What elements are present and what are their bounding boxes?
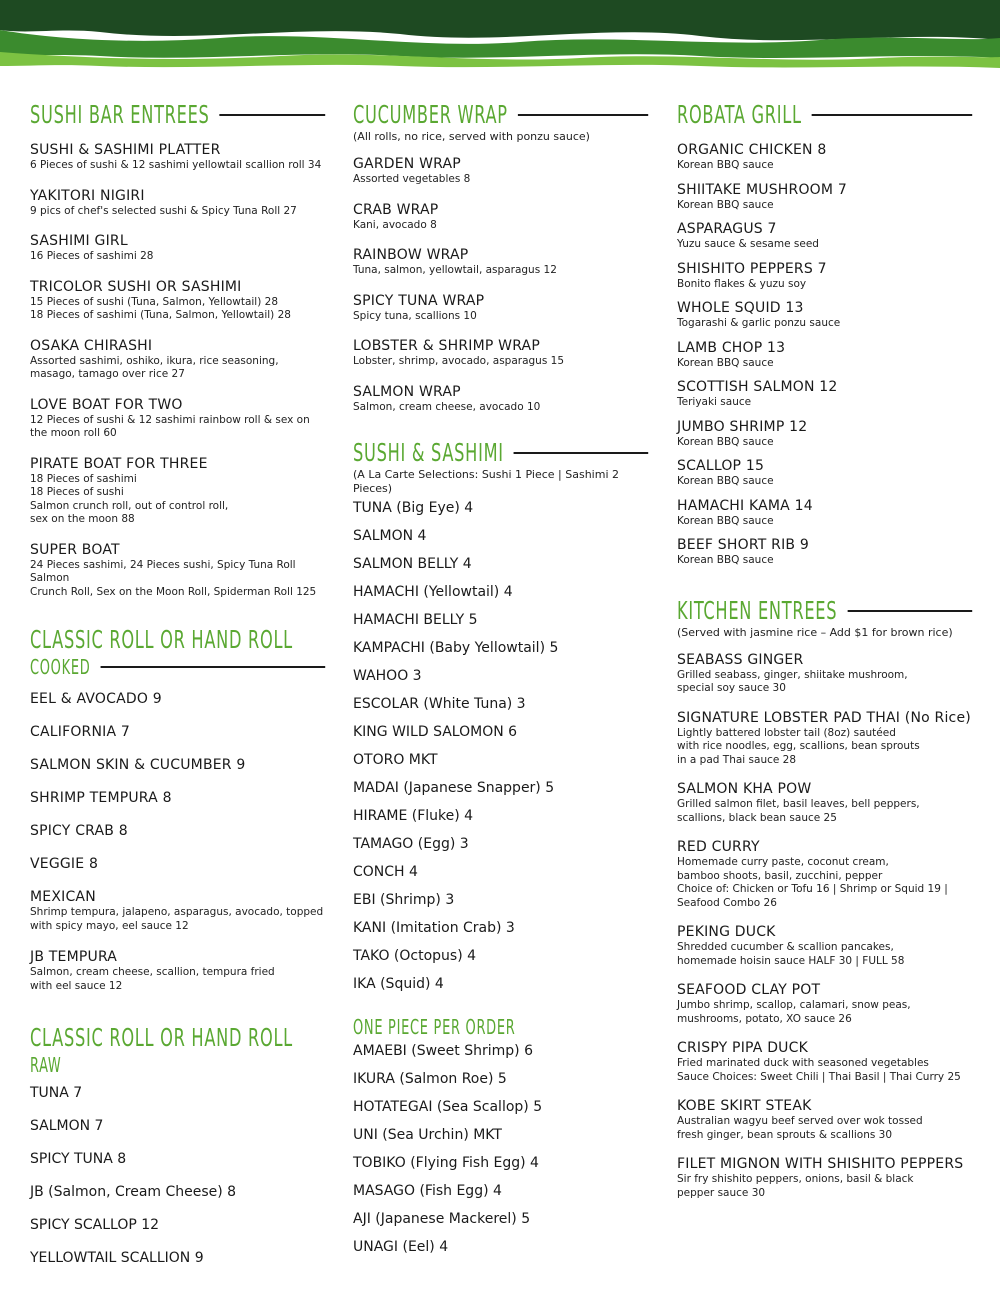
menu-item-description: Jumbo shrimp, scallop, calamari, snow peas, mushrooms, potato, XO sauce 26 — [677, 999, 911, 1025]
menu-item: HOTATEGAI (Sea Scallop) 5 — [353, 1099, 543, 1115]
menu-item: TUNA (Big Eye) 4 — [353, 500, 474, 516]
menu-item — [677, 182, 972, 213]
menu-item-name: WHOLE SQUID 13 — [677, 300, 804, 316]
menu-item: OTORO MKT — [353, 752, 438, 768]
menu-item: TAKO (Octopus) 4 — [353, 948, 477, 964]
section-classic-raw — [30, 1023, 325, 1267]
menu-item-name: PEKING DUCK — [677, 924, 776, 940]
menu-item — [677, 1156, 972, 1200]
menu-item — [677, 379, 972, 410]
section-note: (Served with jasmine rice – Add $1 for brown rice) — [677, 625, 953, 639]
menu-item-description: Korean BBQ sauce — [677, 554, 774, 566]
title-rule — [101, 666, 326, 668]
menu-item-description: 9 pics of chef's selected sushi & Spicy Tuna Roll 27 — [30, 204, 297, 217]
menu-item — [677, 1040, 972, 1084]
menu-item — [30, 188, 325, 219]
menu-item-description: Korean BBQ sauce — [677, 435, 774, 448]
menu-item — [353, 156, 648, 187]
menu-item: CONCH 4 — [353, 864, 418, 880]
menu-item-name: FILET MIGNON WITH SHISHITO PEPPERS — [677, 1156, 964, 1172]
menu-item — [30, 397, 325, 441]
menu-item-description: Kani, avocado 8 — [353, 218, 437, 231]
title-rule — [220, 114, 326, 116]
menu-item-name: EEL & AVOCADO 9 — [30, 691, 162, 707]
menu-item-description: Lightly battered lobster tail (8oz) sautéed with rice noodles, egg, scallions, bean sprouts in a pad Thai sauce 28 — [677, 726, 920, 766]
menu-item-description: 12 Pieces of sushi & 12 sashimi rainbow roll & sex on the moon roll 60 — [30, 413, 310, 439]
section-title: CUCUMBER WRAP — [353, 100, 648, 130]
menu-item-description: Assorted sashimi, oshiko, ikura, rice seasoning, masago, tamago over rice 27 — [30, 354, 279, 380]
menu-item-description: Tuna, salmon, yellowtail, asparagus 12 — [353, 264, 557, 276]
menu-item-description: Lobster, shrimp, avocado, asparagus 15 — [353, 355, 565, 367]
menu-item-name: GARDEN WRAP — [353, 156, 461, 172]
menu-item — [353, 293, 648, 324]
menu-item — [30, 142, 325, 173]
menu-item-name: SALMON WRAP — [353, 383, 461, 400]
menu-item: YELLOWTAIL SCALLION 9 — [30, 1250, 204, 1266]
menu-item — [30, 233, 325, 264]
menu-item-name: LOBSTER & SHRIMP WRAP — [353, 338, 540, 354]
menu-item — [677, 340, 972, 371]
section-subtitle: COOKED — [30, 655, 325, 679]
header-wave-banner — [0, 0, 1000, 72]
menu-item: IKURA (Salmon Roe) 5 — [353, 1071, 507, 1087]
menu-item-description: 15 Pieces of sushi (Tuna, Salmon, Yellowtail) 28 18 Pieces of sashimi (Tuna, Salmon, Yellowtail) 28 — [30, 295, 291, 321]
menu-item-description: Korean BBQ sauce — [677, 159, 774, 171]
menu-item-name: JUMBO SHRIMP 12 — [677, 418, 808, 435]
menu-item — [677, 839, 972, 910]
section-note: (A La Carte Selections: Sushi 1 Piece | Sashimi 2 Pieces) — [353, 468, 620, 495]
menu-item: WAHOO 3 — [353, 668, 422, 684]
section-kitchen-entrees — [677, 596, 972, 1201]
menu-item — [30, 691, 325, 708]
section-title: SUSHI BAR ENTREES — [30, 100, 325, 130]
menu-item-name: SPICY CRAB 8 — [30, 823, 128, 839]
menu-item-name: SUPER BOAT — [30, 541, 120, 558]
menu-item-name: SUSHI & SASHIMI PLATTER — [30, 142, 221, 158]
menu-item — [677, 537, 972, 568]
menu-item: SALMON BELLY 4 — [353, 556, 472, 572]
menu-item-name: PIRATE BOAT FOR THREE — [30, 455, 208, 472]
menu-item-name: RED CURRY — [677, 839, 760, 855]
menu-item: AJI (Japanese Mackerel) 5 — [353, 1211, 531, 1227]
menu-item: TOBIKO (Flying Fish Egg) 4 — [353, 1155, 539, 1171]
menu-item-name: SCALLOP 15 — [677, 458, 765, 474]
menu-item-name: SCOTTISH SALMON 12 — [677, 379, 838, 395]
menu-item-description: Korean BBQ sauce — [677, 514, 774, 527]
menu-item-description: Assorted vegetables 8 — [353, 173, 471, 185]
menu-item-description: Grilled seabass, ginger, shiitake mushroom, special soy sauce 30 — [677, 668, 908, 694]
menu-item-name: HAMACHI KAMA 14 — [677, 497, 813, 514]
menu-item: EBI (Shrimp) 3 — [353, 892, 455, 908]
menu-item: KAMPACHI (Baby Yellowtail) 5 — [353, 640, 559, 656]
menu-item-name: SHIITAKE MUSHROOM 7 — [677, 181, 847, 198]
menu-item-name: OSAKA CHIRASHI — [30, 337, 153, 354]
menu-item — [353, 202, 648, 233]
menu-item-name: SPICY TUNA WRAP — [353, 292, 485, 309]
menu-item — [30, 542, 325, 600]
menu-item-description: Bonito flakes & yuzu soy — [677, 277, 807, 290]
section-title: KITCHEN ENTREES — [677, 596, 972, 626]
section-title: ROBATA GRILL — [677, 100, 972, 130]
menu-item — [677, 924, 972, 968]
menu-item-name: SALMON KHA POW — [677, 781, 812, 797]
menu-item — [677, 498, 972, 529]
menu-item: MADAI (Japanese Snapper) 5 — [353, 780, 555, 796]
section-robata-grill — [677, 100, 972, 568]
menu-item — [30, 790, 325, 807]
title-rule — [518, 114, 648, 116]
column-right — [677, 100, 972, 1200]
menu-item-description: Shredded cucumber & scallion pancakes, homemade hoisin sauce HALF 30 | FULL 58 — [677, 941, 905, 967]
menu-item — [30, 279, 325, 323]
menu-item: TAMAGO (Egg) 3 — [353, 836, 469, 852]
column-middle — [353, 100, 648, 1256]
menu-item — [353, 247, 648, 278]
menu-item — [677, 781, 972, 825]
menu-item — [677, 300, 972, 331]
menu-item — [677, 652, 972, 696]
menu-item — [30, 823, 325, 840]
menu-item-name: SHISHITO PEPPERS 7 — [677, 260, 827, 277]
menu-item — [677, 982, 972, 1026]
menu-item-name: SHRIMP TEMPURA 8 — [30, 790, 172, 806]
menu-item-description: Salmon, cream cheese, avocado 10 — [353, 400, 541, 413]
menu-item — [677, 1098, 972, 1142]
menu-item-description: Homemade curry paste, coconut cream, bamboo shoots, basil, zucchini, pepper Choice of: Chicken or Tofu 16 | Shrimp or Squid 19 | Seafood Combo 26 — [677, 856, 948, 909]
menu-item — [677, 419, 972, 450]
menu-item — [30, 856, 325, 873]
menu-item — [677, 458, 972, 489]
menu-item: JB (Salmon, Cream Cheese) 8 — [30, 1184, 237, 1200]
menu-item — [30, 456, 325, 527]
menu-item-name: ASPARAGUS 7 — [677, 221, 777, 237]
menu-item: ESCOLAR (White Tuna) 3 — [353, 696, 526, 712]
menu-item-name: SEABASS GINGER — [677, 651, 804, 668]
menu-item-name: SIGNATURE LOBSTER PAD THAI (No Rice) — [677, 709, 971, 726]
menu-item-name: SASHIMI GIRL — [30, 233, 128, 249]
menu-item-description: 18 Pieces of sashimi 18 Pieces of sushi Salmon crunch roll, out of control roll, sex on the moon 88 — [30, 472, 229, 525]
menu-item-name: BEEF SHORT RIB 9 — [677, 537, 809, 553]
menu-item-description: Teriyaki sauce — [677, 396, 752, 408]
title-rule — [847, 610, 972, 612]
menu-item — [30, 757, 325, 774]
menu-item: SPICY SCALLOP 12 — [30, 1217, 160, 1233]
menu-item — [30, 724, 325, 741]
section-cucumber-wrap — [353, 100, 648, 414]
menu-item-name: YAKITORI NIGIRI — [30, 187, 145, 204]
menu-item-name: LOVE BOAT FOR TWO — [30, 396, 183, 413]
menu-item-description: 16 Pieces of sashimi 28 — [30, 250, 154, 262]
menu-item: TUNA 7 — [30, 1085, 83, 1101]
menu-item — [677, 710, 972, 768]
menu-item: HIRAME (Fluke) 4 — [353, 808, 474, 824]
menu-item: KING WILD SALOMON 6 — [353, 724, 518, 740]
column-left — [30, 100, 325, 1267]
menu-item: HAMACHI BELLY 5 — [353, 612, 478, 628]
section-classic-cooked — [30, 625, 325, 993]
menu-item — [677, 261, 972, 292]
menu-item-name: CALIFORNIA 7 — [30, 724, 131, 740]
menu-item-description: Fried marinated duck with seasoned vegetables Sauce Choices: Sweet Chili | Thai Basil | Thai Curry 25 — [677, 1057, 961, 1083]
menu-item-description: Yuzu sauce & sesame seed — [677, 238, 819, 250]
menu-item — [30, 338, 325, 382]
menu-item — [677, 142, 972, 173]
menu-item: IKA (Squid) 4 — [353, 976, 444, 992]
menu-item-description: Spicy tuna, scallions 10 — [353, 309, 477, 322]
menu-item — [30, 949, 325, 993]
menu-item — [353, 384, 648, 415]
section-title: SUSHI & SASHIMI — [353, 438, 648, 468]
menu-item: UNAGI (Eel) 4 — [353, 1239, 449, 1255]
menu-item-description: Korean BBQ sauce — [677, 198, 774, 211]
menu-item: SALMON 7 — [30, 1118, 104, 1134]
section-title: CLASSIC ROLL OR HAND ROLL — [30, 1023, 293, 1052]
menu-item-name: SEAFOOD CLAY POT — [677, 982, 821, 998]
menu-item — [677, 221, 972, 252]
menu-item-name: VEGGIE 8 — [30, 856, 99, 872]
menu-item-description: 24 Pieces sashimi, 24 Pieces sushi, Spicy Tuna Roll Salmon Crunch Roll, Sex on the Moon Roll, Spiderman Roll 125 — [30, 558, 317, 598]
menu-item-description: Togarashi & garlic ponzu sauce — [677, 317, 841, 329]
section-subtitle: RAW — [30, 1053, 62, 1077]
menu-item-name: KOBE SKIRT STEAK — [677, 1098, 812, 1114]
menu-item: SALMON 4 — [353, 528, 427, 544]
menu-item-description: Korean BBQ sauce — [677, 356, 774, 369]
menu-item-description: Sir fry shishito peppers, onions, basil & black pepper sauce 30 — [677, 1173, 914, 1199]
section-note: (All rolls, no rice, served with ponzu sauce) — [353, 130, 590, 143]
menu-item: HAMACHI (Yellowtail) 4 — [353, 584, 513, 600]
menu-item-name: ORGANIC CHICKEN 8 — [677, 142, 827, 158]
section-one-piece — [353, 1015, 648, 1256]
menu-item: SPICY TUNA 8 — [30, 1151, 127, 1167]
menu-item: MASAGO (Fish Egg) 4 — [353, 1183, 502, 1199]
menu-item-name: TRICOLOR SUSHI OR SASHIMI — [30, 278, 242, 295]
menu-item-name: RAINBOW WRAP — [353, 247, 469, 263]
menu-item — [353, 338, 648, 369]
menu-item: KANI (Imitation Crab) 3 — [353, 920, 515, 936]
menu-item-description: Salmon, cream cheese, scallion, tempura fried with eel sauce 12 — [30, 966, 275, 992]
menu-item-description: 6 Pieces of sushi & 12 sashimi yellowtail scallion roll 34 — [30, 159, 322, 171]
title-rule — [514, 452, 648, 454]
menu-item-description: Grilled salmon filet, basil leaves, bell peppers, scallions, black bean sauce 25 — [677, 798, 920, 824]
menu-item-name: LAMB CHOP 13 — [677, 339, 786, 356]
menu-item: AMAEBI (Sweet Shrimp) 6 — [353, 1043, 533, 1059]
section-title: ONE PIECE PER ORDER — [353, 1015, 516, 1039]
section-sushi-sashimi — [353, 438, 648, 993]
menu-item — [30, 889, 325, 933]
menu-item-description: Australian wagyu beef served over wok tossed fresh ginger, bean sprouts & scallions 30 — [677, 1115, 923, 1141]
menu-item-description: Korean BBQ sauce — [677, 475, 774, 487]
section-title: CLASSIC ROLL OR HAND ROLL — [30, 625, 293, 654]
menu-item-description: Shrimp tempura, jalapeno, asparagus, avocado, topped with spicy mayo, eel sauce 12 — [30, 906, 324, 932]
menu-item-name: JB TEMPURA — [30, 949, 118, 965]
section-sushi-bar-entrees — [30, 100, 325, 599]
menu-item-name: CRAB WRAP — [353, 201, 439, 218]
title-rule — [812, 114, 972, 116]
menu-item-name: MEXICAN — [30, 889, 96, 905]
menu-item-name: SALMON SKIN & CUCUMBER 9 — [30, 757, 246, 773]
menu-item-name: CRISPY PIPA DUCK — [677, 1040, 808, 1056]
menu-item: UNI (Sea Urchin) MKT — [353, 1127, 502, 1143]
